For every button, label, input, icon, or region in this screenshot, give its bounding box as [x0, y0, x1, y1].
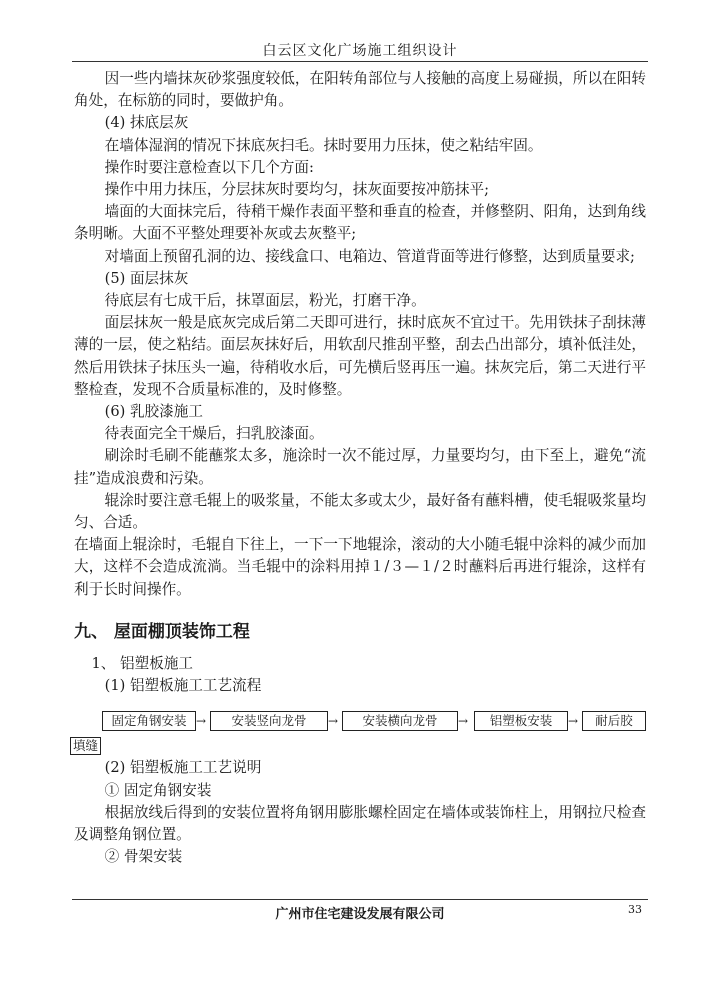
- flow-step-continued: 填缝: [70, 737, 101, 755]
- paragraph: 操作时要注意检查以下几个方面:: [104, 158, 314, 176]
- flow-arrow: →: [568, 714, 579, 729]
- footer-company: 广州市住宅建设发展有限公司: [275, 907, 445, 922]
- flow-arrow: →: [196, 714, 207, 729]
- subheading-6: (6) 乳胶漆施工: [104, 403, 203, 421]
- paragraph: 在墙体湿润的情况下抹底灰扫毛。抹时要用力压抹，使之粘结牢固。: [104, 136, 543, 154]
- paragraph: 操作中用力抹压，分层抹灰时要均匀，抹灰面要按冲筋抹平;: [104, 181, 490, 199]
- subheading-5: (5) 面层抹灰: [104, 269, 189, 287]
- paragraph: 面层抹灰一般是底灰完成后第二天即可进行，抹时底灰不宜过干。先用铁抹子刮抹薄薄的一层，使之粘结。面层灰抹好后，用软刮尺推刮平整，刮去凸出部分，填补低洼处，然后用铁抹子抹压头一遍，待稍收水后，可先横后竖再压一遍。抹灰完后，第二天进行平整检查，发现不合质量标准的，及时修整。: [74, 314, 646, 398]
- flow-step: 固定角钢安装: [102, 711, 196, 731]
- process-flow: [73, 711, 646, 754]
- paragraph: 待表面完全干燥后，扫乳胶漆面。: [104, 425, 324, 443]
- flow-step: 安装竖向龙骨: [210, 711, 328, 731]
- paragraph: 对墙面上预留孔洞的边、接线盒口、电箱边、管道背面等进行修整，达到质量要求;: [104, 247, 635, 265]
- subheading-4: (4) 抹底层灰: [104, 114, 189, 132]
- page-number: 33: [628, 903, 642, 916]
- paragraph: 辊涂时要注意毛辊上的吸浆量，不能太多或太少，最好备有蘸料槽，使毛辊吸浆量均匀、合适。: [74, 491, 646, 532]
- section-title: 九、 屋面棚顶装饰工程: [74, 621, 250, 642]
- paragraph: 根据放线后得到的安装位置将角钢用膨胀螺栓固定在墙体或装饰柱上，用钢拉尺检查及调整角钢位置。: [74, 803, 646, 844]
- flow-arrow: →: [328, 714, 339, 729]
- flow-arrow: →: [458, 714, 469, 729]
- flow-step: 耐后胶: [582, 711, 646, 731]
- page-body: [74, 68, 646, 869]
- footer-rule: [72, 899, 648, 900]
- subheading: (2) 铝塑板施工工艺说明: [104, 759, 262, 777]
- paragraph: 因一些内墙抹灰砂浆强度较低，在阳转角部位与人接触的高度上易碰损，所以在阳转角处，在标筋的同时，要做护角。: [74, 70, 646, 110]
- paragraph: 墙面的大面抹完后，待稍干燥作表面平整和垂直的检查，并修整阴、阳角，达到角线条明晰。大面不平整处理要补灰或去灰整平;: [74, 203, 646, 243]
- paragraph: 在墙面上辊涂时，毛辊自下往上，一下一下地辊涂，滚动的大小随毛辊中涂料的减少而加大，这样不会造成流淌。当毛辊中的涂料用掉１/３—１/２时蘸料后再进行辊涂，这样有利于长时间操作。: [74, 536, 646, 598]
- paragraph: 待底层有七成干后，抹罩面层，粉光，打磨干净。: [104, 292, 426, 310]
- subheading: (1) 铝塑板施工工艺流程: [104, 677, 262, 695]
- flow-step: 安装横向龙骨: [342, 711, 458, 731]
- header-rule: [72, 61, 648, 62]
- list-item: 1、 铝塑板施工: [91, 655, 194, 673]
- step-heading: ① 固定角钢安装: [104, 781, 212, 799]
- step-heading: ② 骨架安装: [104, 848, 183, 866]
- paragraph: 刷涂时毛刷不能蘸浆太多，施涂时一次不能过厚，力量要均匀，由下至上，避免“流挂”造成浪费和污染。: [74, 447, 646, 487]
- flow-step: 铝塑板安装: [474, 711, 568, 731]
- page-header: 白云区文化广场施工组织设计: [262, 43, 458, 59]
